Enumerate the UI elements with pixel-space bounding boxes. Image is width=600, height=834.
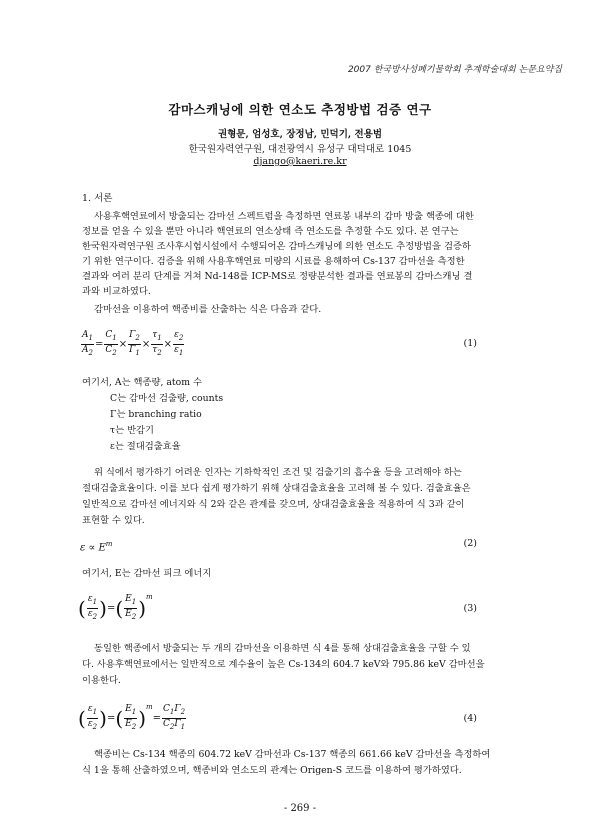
authors: 권형문, 엄성호, 장정남, 민덕기, 전용범 (217, 129, 383, 140)
intro2-text: 감마선을 이용하여 핵종비를 산출하는 식은 다음과 같다. (94, 304, 322, 315)
para2-line: 일반적으로 감마선 에너지와 식 2와 같은 관계를 갖으며, 상대검출효율을 적용하여 식 3과 같이 (82, 499, 465, 510)
def-epsilon: ε는 절대검출효율 (110, 441, 181, 452)
intro-line: 한국원자력연구원 조사후시험시설에서 수행되어온 감마스캐닝에 의한 연소도 추정방법을 검증하 (82, 241, 471, 252)
intro-line: 정보를 얻을 수 있을 뿐만 아니라 핵연료의 연소상태 즉 연소도를 추정할 수도 있다. 본 연구는 (82, 226, 459, 237)
para2-line: 표현할 수 있다. (82, 515, 145, 526)
where-1: 여기서, A는 핵종량, atom 수 (82, 377, 202, 388)
intro-paragraph (82, 209, 524, 299)
para3-line: 이용한다. (82, 675, 121, 686)
def-tau: τ는 반감기 (110, 425, 155, 436)
para2-line: 위 식에서 평가하기 어려운 인자는 기하학적인 조건 및 검출기의 흡수율 등을 고려해야 하는 (94, 467, 462, 478)
equation-3: ( $\frac{\varepsilon_1}{\varepsilon_2}$ )=( $\frac{E_1}{E_2}$ )$^m$ (78, 593, 153, 621)
def-gamma: Γ는 branching ratio (110, 409, 202, 420)
section-heading: 1. 서론 (82, 193, 113, 204)
email-link[interactable]: django@kaeri.re.kr (253, 156, 347, 167)
def-c: C는 감마선 검출량, counts (110, 393, 224, 404)
intro-line: 결과와 여러 분리 단계를 거쳐 Nd-148를 ICP-MS로 정량분석한 결과를 연료봉의 감마스캐닝 결 (82, 271, 473, 282)
para4-line: 핵종비는 Cs-134 핵종의 604.72 keV 감마선과 Cs-137 핵종의 661.66 keV 감마선을 측정하여 (94, 749, 491, 760)
conference-header: 2007 한국방사성폐기물학회 추계학술대회 논문요약집 (347, 65, 562, 75)
paper-title: 감마스캐닝에 의한 연소도 추정방법 검증 연구 (168, 102, 432, 117)
affiliation: 한국원자력연구원, 대전광역시 유성구 대덕대로 1045 (188, 144, 412, 155)
equation-2-number: (2) (463, 538, 477, 549)
equation-4: ( $\frac{\varepsilon_1}{\varepsilon_2}$ )=( $\frac{E_1}{E_2}$ )$^m$= $\frac{C_1\Gamma_2}{C_2\Gamma_1}$ (78, 703, 186, 731)
para3-line: 다. 사용후핵연료에서는 일반적으로 계수율이 높은 Cs-134의 604.7 keV와 795.86 keV 감마선을 (82, 659, 485, 670)
para2-line: 절대검출효율이다. 이를 보다 쉽게 평가하기 위해 상대검출효율을 고려해 볼 수 있다. 검출효율은 (82, 483, 471, 494)
equation-3-number: (3) (463, 603, 477, 614)
equation-1: $\frac{A_1}{A_2}$ = $\frac{C_1}{C_2}$ × $\frac{\Gamma_2}{\Gamma_1}$ × $\frac{\tau_1}{\tau_2}$ × $\frac{\varepsilon_2}{\varepsilon_1}$ (82, 330, 184, 357)
intro-line: 기 위한 연구이다. 검증을 위해 사용후핵연료 미량의 시료를 용해하여 Cs-137 감마선을 측정한 (82, 256, 465, 267)
intro-line: 과와 비교하였다. (82, 286, 151, 297)
where-2: 여기서, E는 감마선 피크 에너지 (82, 568, 212, 579)
page-number: - 269 - (283, 803, 317, 814)
equation-4-number: (4) (463, 713, 477, 724)
para4-line: 식 1을 통해 산출하였으며, 핵종비와 연소도의 관계는 Origen-S 코드를 이용하여 평가하였다. (82, 765, 462, 776)
para3-line: 동일한 핵종에서 방출되는 두 개의 감마선을 이용하면 식 4를 통해 상대검출효율을 구할 수 있 (94, 643, 471, 654)
equation-2: $\varepsilon \propto E^m$ (80, 540, 113, 554)
intro-line: 사용후핵연료에서 방출되는 감마선 스펙트럼을 측정하면 연료봉 내부의 감마 방출 핵종에 대한 (94, 211, 474, 222)
equation-1-number: (1) (463, 338, 477, 349)
